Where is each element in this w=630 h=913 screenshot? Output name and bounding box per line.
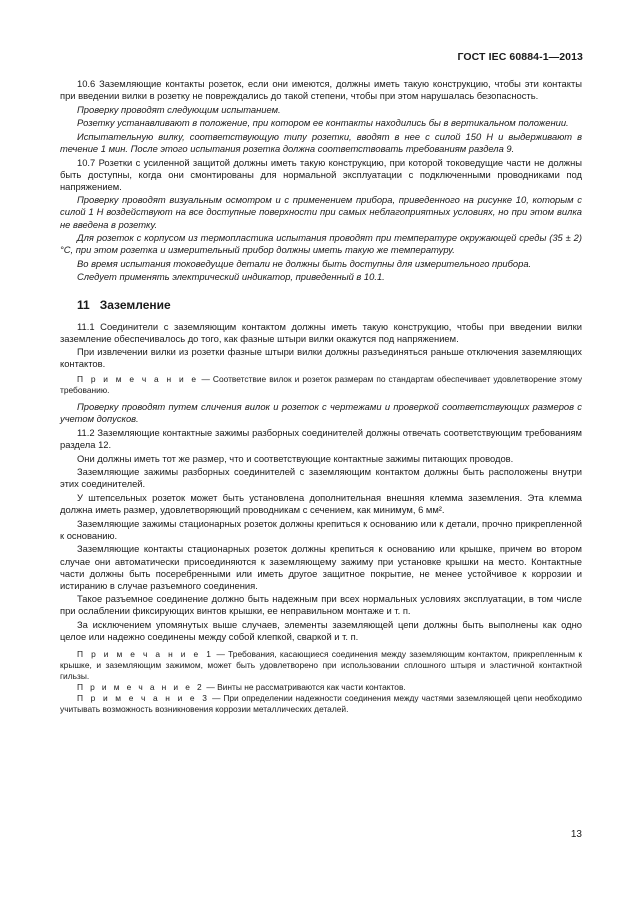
note-2 xyxy=(60,682,582,693)
note-text: — Соответствие вилок и розеток размерам по стандартам обеспечивает удовлетворение этому требованию. xyxy=(60,374,583,396)
note-1-text: — Требования, касающиеся соединения между заземляющим контактом, прикрепленным к крышке, и заземляющим зажимом, может быть удовлетворено при использовании сплошного штыря и эластичной контактной гильзы. xyxy=(60,648,582,681)
circuit-elements: За исключением упомянутых выше случаев, элементы заземляющей цепи должны быть выполнены как одно целое или надежно соединены между собой клепкой, сваркой и т. п. xyxy=(60,618,582,643)
standard-header: ГОСТ IEC 60884-1—2013 xyxy=(457,51,583,63)
live-parts-test: Во время испытания токоведущие детали не должны быть доступны для измерительного прибора. xyxy=(77,257,532,269)
visual-inspection: Проверку проводят визуальным осмотром и с применением прибора, приведенного на рисунке 10, которым с силой 1 Н воздействуют на все доступные поверхности при самых неблагоприятных условиях, но при этом вилка не введена в розетку. xyxy=(60,194,582,230)
clause-10-7: 10.7 Розетки с усиленной защитой должны иметь такую конструкцию, при которой токоведущие части не должны быть доступны, когда они смонтированы для нормальной эксплуатации с подключенными проводниками под напряжением. xyxy=(60,156,582,192)
clause-10-6: 10.6 Заземляющие контакты розеток, если они имеются, должны иметь такую конструкцию, чтобы эти контакты при введении вилки в розетку не повреждались до такой степени, чтобы при этом нарушалась безопасность. xyxy=(60,78,582,102)
page-number: 13 xyxy=(570,829,582,840)
section-11-heading xyxy=(77,298,582,312)
test-intro: Проверку проводят следующим испытанием. xyxy=(77,103,281,115)
thermoplastic-test: Для розеток с корпусом из термопластика испытания проводят при температуре окружающей среды (35 ± 2) °С, при этом розетка и измерительный прибор должны иметь такую же температуру. xyxy=(60,232,582,256)
external-terminal: У штепсельных розеток может быть установлена дополнительная внешняя клемма заземления. Эта клемма должна иметь размер, удовлетворяющий проводникам с сечением, как минимум, 6 мм². xyxy=(60,492,582,516)
test-plug-insertion: Испытательную вилку, соответствующую типу розетки, вводят в нее с силой 150 Н и выдерживают в течение 1 мин. После этого испытания розетка должна соответствовать требованиям раздела 9. xyxy=(60,130,582,154)
note-label: П р и м е ч а н и е xyxy=(77,374,199,385)
clause-11-1: 11.1 Соединители с заземляющим контактом должны иметь такую конструкцию, чтобы при введении вилки заземление обеспечивалось до того, как фазные штыри вилки окажутся под напряжением. xyxy=(60,320,582,344)
terminal-location: Заземляющие зажимы разборных соединителей с заземляющим контактом должны быть расположены внутри этих соединителей. xyxy=(60,466,582,490)
note-1-label: П р и м е ч а н и е 1 xyxy=(77,648,214,659)
reliable-connection: Такое разъемное соединение должно быть надежным при всех нормальных условиях эксплуатации, в том числе при ослаблении фиксирующих винтов крышки, ее неправильном монтаже и т. п. xyxy=(60,593,582,617)
section-number: 11 xyxy=(77,297,90,312)
note-1 xyxy=(60,649,582,682)
note-dimensions xyxy=(60,374,582,396)
note-3 xyxy=(60,693,582,715)
fixed-contacts: Заземляющие контакты стационарных розеток должны крепиться к основанию или крышке, причем во втором случае они автоматически присоединяются к заземляющему зажиму при установке крышки на место. Контактные части должны быть посеребренными или иметь другое защитное покрытие, не менее устойчивое к коррозии и истиранию в случае разъемного соединения. xyxy=(60,543,582,591)
page-content xyxy=(60,78,582,715)
disconnect-order: При извлечении вилки из розетки фазные штыри вилки должны разъединяться раньше отключения заземляющих контактов. xyxy=(60,346,582,370)
indicator-note: Следует применять электрический индикатор, приведенный в 10.1. xyxy=(77,271,385,283)
note-2-text: — Винты не рассматриваются как части контактов. xyxy=(204,681,406,692)
note-2-label: П р и м е ч а н и е 2 xyxy=(77,681,205,692)
terminal-size: Они должны иметь тот же размер, что и соответствующие контактные зажимы питающих проводов. xyxy=(77,452,514,464)
drawing-check: Проверку проводят путем сличения вилок и розеток с чертежами и проверкой соответствующих размеров с учетом допусков. xyxy=(60,401,582,425)
note-3-text: — При определении надежности соединения между частями заземляющей цепи необходимо учитывать возможность возникновения коррозии металлических деталей. xyxy=(60,692,582,714)
section-title: Заземление xyxy=(99,297,171,312)
clause-11-2: 11.2 Заземляющие контактные зажимы разборных соединителей должны отвечать соответствующим требованиям раздела 12. xyxy=(60,427,582,451)
note-3-label: П р и м е ч а н и е 3 xyxy=(77,692,210,703)
test-position: Розетку устанавливают в положение, при котором ее контакты находились бы в вертикальном положении. xyxy=(77,117,569,129)
fixed-terminals: Заземляющие зажимы стационарных розеток должны крепиться к основанию или к детали, прочно прикрепленной к основанию. xyxy=(60,517,582,541)
